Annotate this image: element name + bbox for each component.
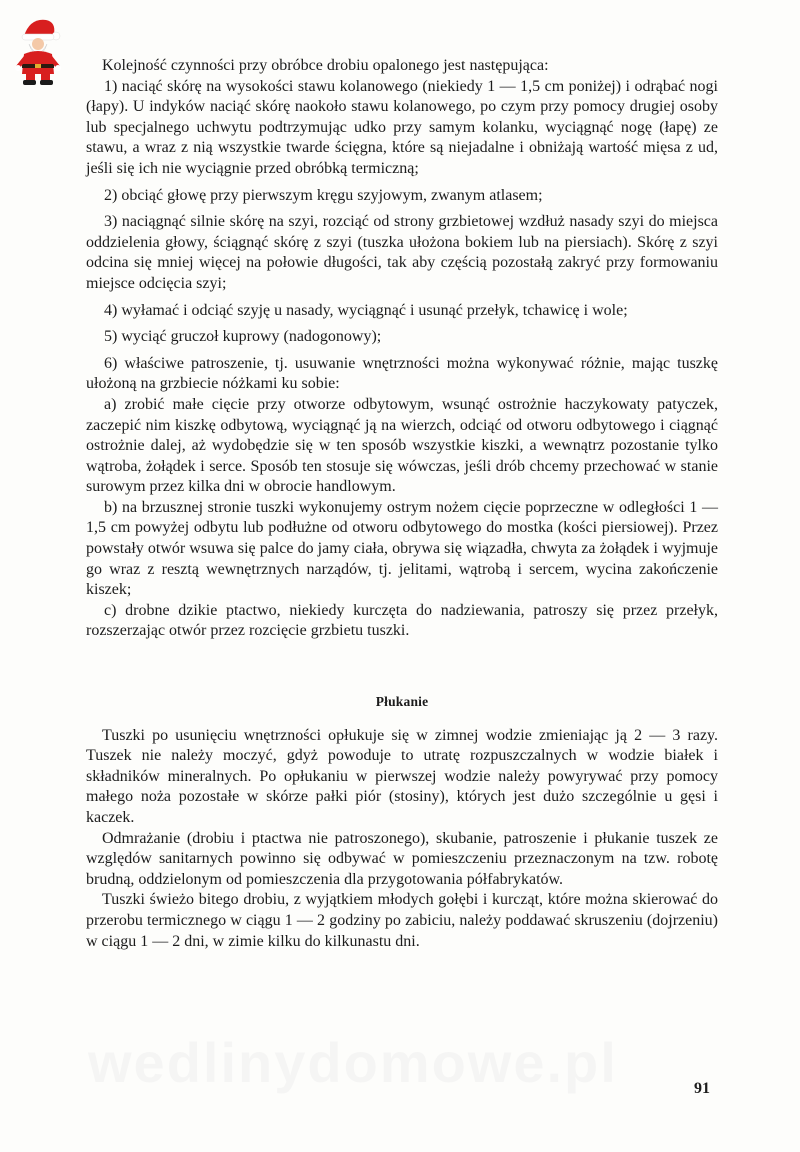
rinsing-paragraph-1: Tuszki po usunięciu wnętrzności opłukuje się w zimnej wodzie zmieniając ją 2 — 3 razy. Tuszek nie należy moczyć, gdyż powoduje to utratę rozpuszczalnych w wodzie białek i składników mineralnych. Po opłukaniu w pierwszej wodzie należy powyrywać przy pomocy małego noża pozostałe w skórze pałki piór (stosiny), których jest dużo szczególnie u gęsi i kaczek.: [86, 726, 718, 826]
step-2-paragraph: 2) obciąć głowę przy pierwszym kręgu szyjowym, zwanym atlasem;: [104, 186, 543, 204]
step-4-paragraph: 4) wyłamać i odciąć szyję u nasady, wyciągnąć i usunąć przełyk, tchawicę i wole;: [104, 301, 628, 319]
step-3-paragraph: 3) naciągnąć silnie skórę na szyi, rozciąć od strony grzbietowej wzdłuż nasady szyi do miejsca oddzielenia głowy, ściągnąć skórę z szyi (tuszka ułożona bokiem lub na piersiach). Skórę z szyi odcina się mniej więcej na połowie długości, tak aby częścią pozostałą zakryć przy formowaniu miejsce odcięcia szyi;: [86, 213, 718, 292]
step-5-paragraph: 5) wyciąć gruczoł kuprowy (nadogonowy);: [104, 328, 382, 346]
section-heading: Płukanie: [375, 694, 429, 710]
step-6-paragraph: 6) właściwe patroszenie, tj. usuwanie wnętrzności można wykonywać różnie, mając tuszkę ułożoną na grzbiecie nóżkami ku sobie:: [86, 354, 718, 393]
page-body: [86, 56, 718, 952]
step-6c-paragraph: c) drobne dzikie ptactwo, niekiedy kurczęta do nadziewania, patroszy się przez przełyk, rozszerzając otwór przez rozcięcie grzbietu tuszki.: [86, 601, 718, 640]
step-1-paragraph: 1) naciąć skórę na wysokości stawu kolanowego (niekiedy 1 — 1,5 cm poniżej) i odrąbać nogi (łapy). U indyków naciąć skórę naokoło stawu kolanowego, po czym przy pomocy drugiej osoby lub specjalnego uchwytu podtrzymując udko przy samym kolanku, wyciągnąć nogę (łapę) ze stawu, a wraz z nią wszystkie twarde ścięgna, które są niejadalne i obniżają wartość mięsa z ud, jeśli się ich nie wyciągnie przed obróbką termiczną;: [86, 77, 718, 177]
step-6b-paragraph: b) na brzusznej stronie tuszki wykonujemy ostrym nożem cięcie poprzeczne w odległości 1 — 1,5 cm powyżej odbytu lub podłużne od otworu odbytowego do mostka (kości piersiowej). Przez powstały otwór wsuwa się palce do jamy ciała, obrywa się wiązadła, chwyta za żołądek i wyjmuje go wraz z resztą wewnętrznych narządów, tj. jelitami, wątrobą i sercem, wycina zakończenie kiszek;: [86, 498, 718, 599]
section-obrobka: [86, 56, 718, 642]
intro-paragraph: Kolejność czynności przy obróbce drobiu opalonego jest następująca:: [102, 57, 549, 74]
step-6a-paragraph: a) zrobić małe cięcie przy otworze odbytowym, wsunąć ostrożnie haczykowaty patyczek, zaczepić nim kiszkę odbytową, wyciągnąć ją na wierzch, odciąć od otworu odbytowego i ciągnąć ostrożnie dalej, aż wydobędzie się w ten sposób wszystkie kiszki, a wewnątrz pozostanie tylko wątroba, żołądek i serce. Sposób ten stosuje się wówczas, jeśli drób chcemy przechować w stanie surowym przez kilka dni w obrocie handlowym.: [86, 395, 718, 496]
page-number: 91: [694, 1080, 710, 1097]
rinsing-paragraph-3: Tuszki świeżo bitego drobiu, z wyjątkiem młodych gołębi i kurcząt, które można skierować do przerobu termicznego w ciągu 1 — 2 godziny po zabiciu, należy poddawać skruszeniu (dojrzeniu) w ciągu 1 — 2 dni, w zimie kilku do kilkunastu dni.: [86, 891, 718, 950]
rinsing-paragraph-2: Odmrażanie (drobiu i ptactwa nie patroszonego), skubanie, patroszenie i płukanie tuszek ze względów sanitarnych powinno się odbywać w pomieszczeniu przeznaczonym na tzw. robotę brudną, oddzielonym od pomieszczenia dla przygotowania półfabrykatów.: [86, 829, 718, 888]
watermark: wedlinydomowe.pl: [88, 1031, 618, 1094]
santa-logo-icon: [10, 14, 66, 86]
section-plukanie: [86, 692, 718, 952]
